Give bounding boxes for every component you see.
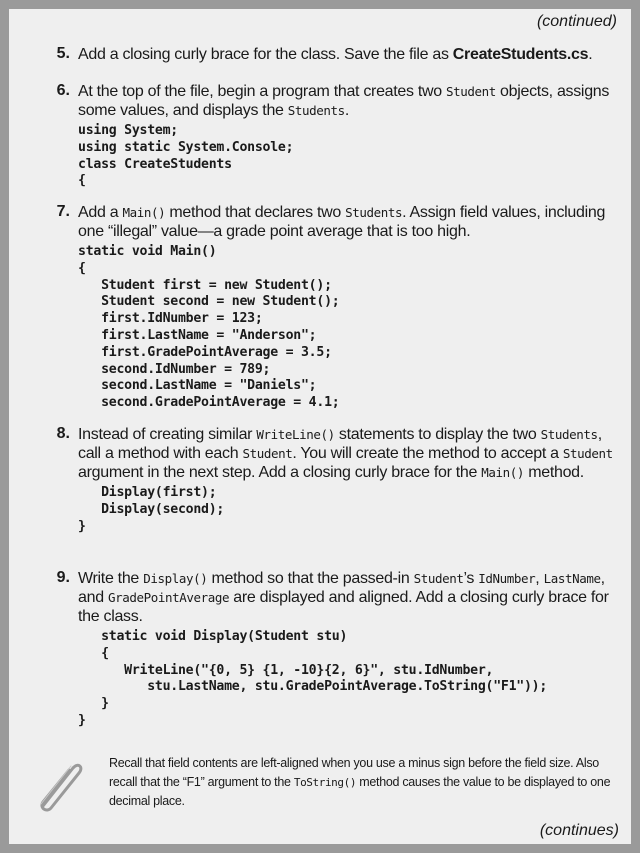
step-5 [50, 45, 625, 64]
tip-note [29, 754, 624, 809]
step-6 [50, 82, 625, 190]
step-number: 5. [56, 45, 70, 62]
step-text: Add a closing curly brace for the class. Save the file as CreateStudents.cs. [78, 46, 593, 63]
continues-label: (continues) [539, 822, 619, 839]
book-page [9, 9, 631, 844]
filename: CreateStudents.cs [452, 46, 589, 63]
step-text: Write the Display() method so that the passed-in Student’s IdNumber, LastName, and GradePointAverage are displayed and aligned. Add a closing curly brace for the class. [78, 570, 609, 625]
step-number: 9. [56, 569, 70, 586]
step-text: Instead of creating similar WriteLine() statements to display the two Students, call a method with each Student. You will create the method to accept a Student argument in the next step. Add a closing curly brace for the Main() method. [78, 426, 613, 481]
paperclip-icon [29, 754, 85, 814]
code-block: static void Display(Student stu) { WriteLine("{0, 5} {1, -10}{2, 6}", stu.IdNumber, stu.LastName, stu.GradePointAverage.ToString("F1")); } } [78, 629, 548, 728]
continued-label: (continued) [536, 13, 617, 30]
code-block: using System; using static System.Console; class CreateStudents { [78, 123, 294, 189]
step-number: 8. [56, 425, 70, 442]
step-number: 6. [56, 82, 70, 99]
step-9 [50, 569, 625, 730]
note-text: Recall that field contents are left-aligned when you use a minus sign before the field size. Also recall that the “F1” argument to the ToString() method causes the value to be displayed to one decimal place. [109, 756, 611, 808]
code-block: Display(first); Display(second); } [78, 485, 225, 534]
step-8 [50, 425, 625, 535]
step-text: Add a Main() method that declares two Students. Assign field values, including one “illegal” value—a grade point average that is too high. [78, 204, 606, 240]
code-block: static void Main() { Student first = new Student(); Student second = new Student(); first.IdNumber = 123; first.LastName = "Anderson"; first.GradePointAverage = 3.5; second.IdNumber = 789; second.LastName = "Daniels"; second.GradePointAverage = 4.1; [78, 244, 340, 411]
step-text: At the top of the file, begin a program that creates two Student objects, assigns some values, and displays the Students. [78, 83, 610, 119]
step-number: 7. [56, 203, 70, 220]
step-7 [50, 203, 625, 412]
